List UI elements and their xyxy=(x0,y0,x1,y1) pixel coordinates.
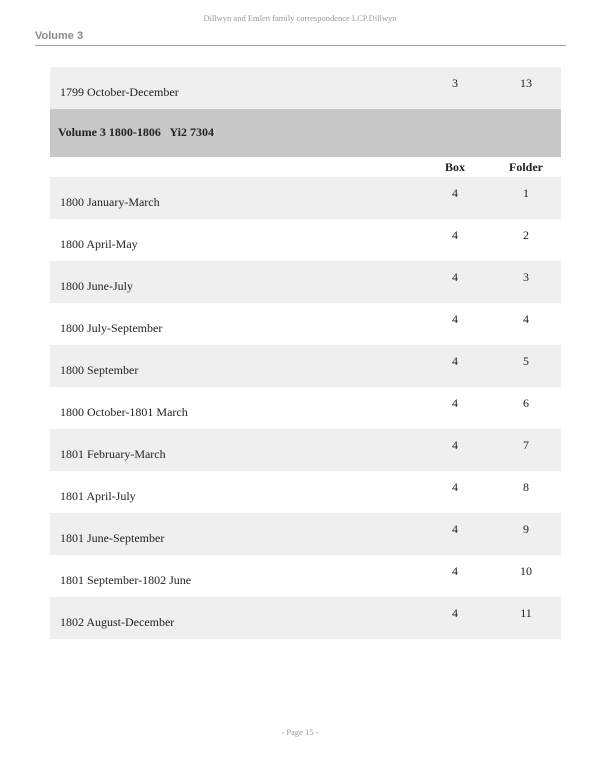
page-number: - Page 15 - xyxy=(281,727,319,737)
series-heading xyxy=(50,109,561,157)
row-box: 4 xyxy=(452,270,458,284)
row-box: 4 xyxy=(452,228,458,242)
table-row xyxy=(50,261,561,303)
row-folder: 7 xyxy=(523,438,529,452)
row-folder: 1 xyxy=(523,186,529,200)
running-header: Dillwyn and Emlen family correspondence LCP.Dillwyn xyxy=(203,13,397,23)
table-row xyxy=(50,67,561,109)
row-title: 1800 January-March xyxy=(60,195,160,209)
table-row xyxy=(50,513,561,555)
row-box: 4 xyxy=(452,564,458,578)
row-box: 4 xyxy=(452,606,458,620)
table-row xyxy=(50,303,561,345)
container-list xyxy=(50,67,561,639)
row-folder: 4 xyxy=(523,312,529,326)
table-row xyxy=(50,471,561,513)
row-box: 4 xyxy=(452,312,458,326)
row-folder: 5 xyxy=(523,354,529,368)
row-folder: 8 xyxy=(523,480,529,494)
column-headers xyxy=(50,157,561,177)
row-title: 1800 October-1801 March xyxy=(60,405,188,419)
table-row xyxy=(50,429,561,471)
row-title: 1800 September xyxy=(60,363,139,377)
row-title: 1801 February-March xyxy=(60,447,166,461)
row-folder: 10 xyxy=(520,564,532,578)
row-box: 4 xyxy=(452,354,458,368)
row-folder: 6 xyxy=(523,396,529,410)
box-column-header: Box xyxy=(444,160,465,174)
table-row xyxy=(50,345,561,387)
section-label: Volume 3 xyxy=(35,30,84,42)
row-title: 1799 October-December xyxy=(60,85,179,99)
row-box: 4 xyxy=(452,186,458,200)
table-row xyxy=(50,597,561,639)
table-row xyxy=(50,555,561,597)
row-folder: 3 xyxy=(523,270,529,284)
row-title: 1801 June-September xyxy=(60,531,165,545)
row-title: 1801 April-July xyxy=(60,489,136,503)
table-row xyxy=(50,219,561,261)
row-title: 1800 June-July xyxy=(60,279,133,293)
row-folder: 2 xyxy=(523,228,529,242)
row-box: 3 xyxy=(452,76,458,90)
row-title: 1801 September-1802 June xyxy=(60,573,192,587)
row-title: 1800 April-May xyxy=(60,237,138,251)
table-row xyxy=(50,177,561,219)
series-title: Volume 3 1800-1806 Yi2 7304 xyxy=(58,125,214,139)
row-folder: 9 xyxy=(523,522,529,536)
row-box: 4 xyxy=(452,522,458,536)
row-box: 4 xyxy=(452,396,458,410)
folder-column-header: Folder xyxy=(509,160,543,174)
row-title: 1802 August-December xyxy=(60,615,175,629)
row-box: 4 xyxy=(452,438,458,452)
table-row xyxy=(50,387,561,429)
row-box: 4 xyxy=(452,480,458,494)
row-folder: 13 xyxy=(520,76,532,90)
header-divider xyxy=(35,45,566,46)
row-title: 1800 July-September xyxy=(60,321,163,335)
row-folder: 11 xyxy=(520,606,532,620)
